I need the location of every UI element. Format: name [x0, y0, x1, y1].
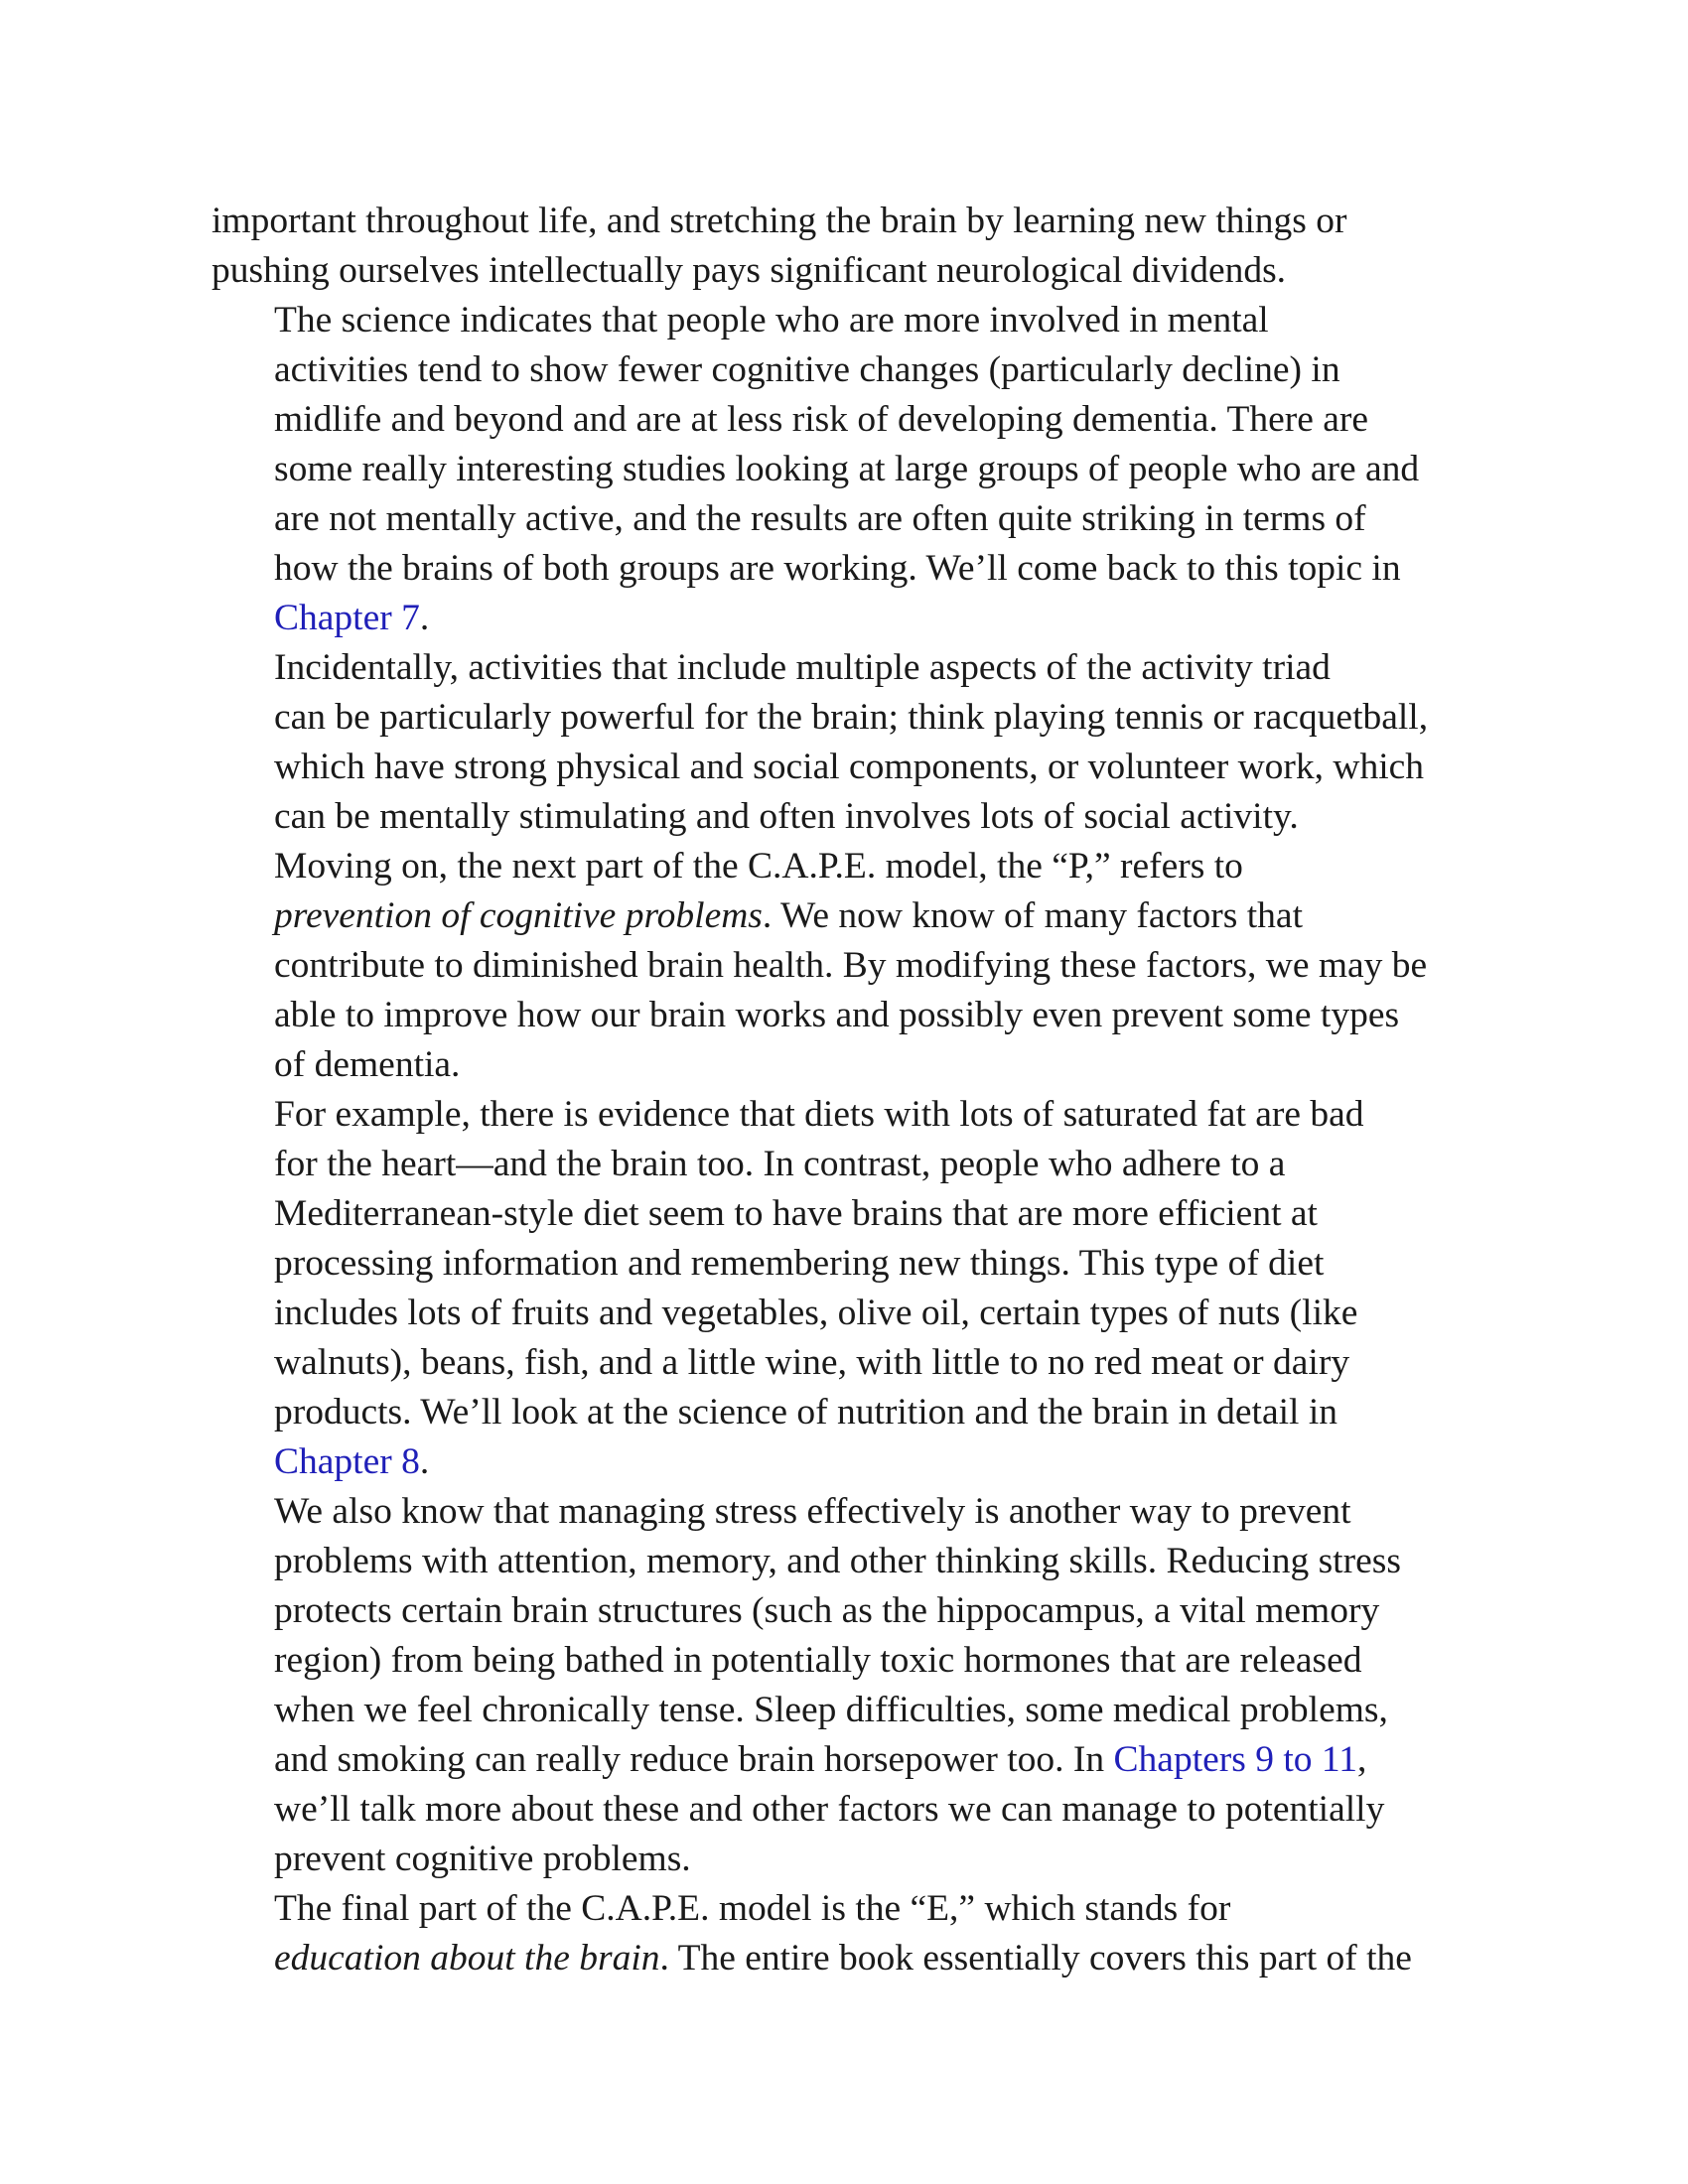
- text-segment: are not mentally active, and the results are often quite striking in terms of: [274, 498, 1366, 539]
- text-segment: The science indicates that people who are more involved in mental: [274, 300, 1269, 341]
- text-segment: .: [419, 598, 430, 638]
- text-segment: . We now know of many factors that: [762, 895, 1303, 936]
- text-segment: ,: [1357, 1739, 1367, 1780]
- text-line: [211, 792, 1502, 842]
- text-line: [211, 1289, 1502, 1338]
- text-line: [211, 1140, 1502, 1189]
- text-segment: processing information and remembering new things. This type of diet: [274, 1243, 1325, 1284]
- text-segment: which have strong physical and social components, or volunteer work, which: [274, 747, 1425, 787]
- text-segment: Incidentally, activities that include multiple aspects of the activity triad: [274, 647, 1331, 688]
- text-line: [211, 197, 1502, 246]
- text-line: [211, 1090, 1502, 1140]
- text-segment: products. We’ll look at the science of nutrition and the brain in detail in: [274, 1392, 1338, 1433]
- text-line: [211, 1735, 1502, 1785]
- text-line: [211, 643, 1502, 693]
- text-line: [211, 1835, 1502, 1884]
- text-segment: and smoking can really reduce brain horsepower too. In: [274, 1739, 1114, 1780]
- text-line: [211, 1586, 1502, 1636]
- text-line: [211, 941, 1502, 991]
- paragraph: [211, 1487, 1502, 1884]
- italic-phrase: prevention of cognitive problems: [274, 895, 763, 936]
- text-line: [211, 743, 1502, 792]
- text-line: [211, 296, 1502, 345]
- text-segment: of dementia.: [274, 1044, 461, 1085]
- text-segment: .: [419, 1441, 430, 1482]
- text-segment: region) from being bathed in potentially toxic hormones that are released: [274, 1640, 1362, 1681]
- text-line: [211, 693, 1502, 743]
- text-line: [211, 1884, 1502, 1934]
- italic-phrase: education about the brain: [274, 1938, 660, 1979]
- text-segment: prevent cognitive problems.: [274, 1839, 691, 1879]
- text-line: [211, 345, 1502, 395]
- text-segment: problems with attention, memory, and other thinking skills. Reducing stress: [274, 1541, 1401, 1581]
- book-page: [211, 197, 1502, 1983]
- text-line: [211, 1437, 1502, 1487]
- text-line: [211, 1686, 1502, 1735]
- text-line: [211, 395, 1502, 445]
- text-line: [211, 842, 1502, 891]
- text-segment: includes lots of fruits and vegetables, olive oil, certain types of nuts (like: [274, 1293, 1358, 1333]
- paragraph: [211, 842, 1502, 1090]
- text-segment: Mediterranean-style diet seem to have brains that are more efficient at: [274, 1193, 1318, 1234]
- chapter-link[interactable]: Chapter 7: [274, 598, 420, 638]
- text-line: [211, 246, 1502, 296]
- text-segment: able to improve how our brain works and possibly even prevent some types: [274, 995, 1400, 1035]
- text-line: [211, 1636, 1502, 1686]
- text-line: [211, 1785, 1502, 1835]
- text-segment: protects certain brain structures (such as the hippocampus, a vital memory: [274, 1590, 1380, 1631]
- text-segment: pushing ourselves intellectually pays significant neurological dividends.: [211, 250, 1287, 291]
- paragraph: [211, 296, 1502, 643]
- text-line: [211, 1338, 1502, 1388]
- text-segment: For example, there is evidence that diets with lots of saturated fat are bad: [274, 1094, 1364, 1135]
- text-segment: . The entire book essentially covers this part of the: [659, 1938, 1412, 1979]
- text-line: [211, 1189, 1502, 1239]
- text-segment: walnuts), beans, fish, and a little wine, with little to no red meat or dairy: [274, 1342, 1350, 1383]
- text-line: [211, 1239, 1502, 1289]
- text-segment: can be mentally stimulating and often involves lots of social activity.: [274, 796, 1299, 837]
- text-segment: The final part of the C.A.P.E. model is the “E,” which stands for: [274, 1888, 1231, 1929]
- text-line: [211, 1040, 1502, 1090]
- text-segment: we’ll talk more about these and other factors we can manage to potentially: [274, 1789, 1385, 1830]
- chapter-link[interactable]: Chapter 8: [274, 1441, 420, 1482]
- text-line: [211, 445, 1502, 494]
- text-line: [211, 891, 1502, 941]
- chapter-link[interactable]: Chapters 9 to 11: [1113, 1739, 1357, 1780]
- text-segment: some really interesting studies looking at large groups of people who are and: [274, 449, 1420, 489]
- text-segment: how the brains of both groups are working. We’ll come back to this topic in: [274, 548, 1401, 589]
- paragraph: [211, 643, 1502, 842]
- text-line: [211, 1487, 1502, 1537]
- paragraph: [211, 1090, 1502, 1487]
- text-line: [211, 494, 1502, 544]
- text-segment: activities tend to show fewer cognitive changes (particularly decline) in: [274, 349, 1340, 390]
- text-segment: midlife and beyond and are at less risk of developing dementia. There are: [274, 399, 1369, 440]
- text-line: [211, 1934, 1502, 1983]
- paragraph: [211, 197, 1502, 296]
- text-line: [211, 991, 1502, 1040]
- text-line: [211, 594, 1502, 643]
- text-segment: important throughout life, and stretching the brain by learning new things or: [211, 201, 1347, 241]
- text-segment: contribute to diminished brain health. By modifying these factors, we may be: [274, 945, 1428, 986]
- text-segment: We also know that managing stress effectively is another way to prevent: [274, 1491, 1351, 1532]
- text-line: [211, 1388, 1502, 1437]
- text-segment: can be particularly powerful for the brain; think playing tennis or racquetball,: [274, 697, 1429, 738]
- text-segment: when we feel chronically tense. Sleep difficulties, some medical problems,: [274, 1690, 1388, 1730]
- paragraph: [211, 1884, 1502, 1983]
- text-line: [211, 544, 1502, 594]
- text-line: [211, 1537, 1502, 1586]
- text-segment: Moving on, the next part of the C.A.P.E. model, the “P,” refers to: [274, 846, 1243, 887]
- text-segment: for the heart—and the brain too. In contrast, people who adhere to a: [274, 1144, 1286, 1184]
